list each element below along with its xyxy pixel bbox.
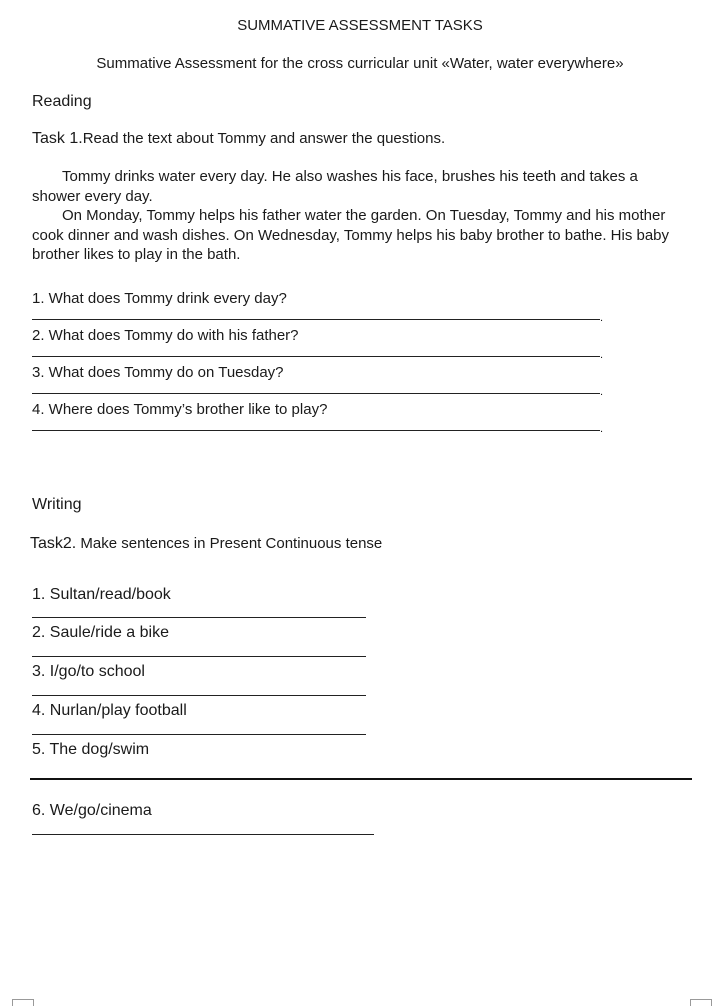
page-subtitle: Summative Assessment for the cross curricular unit «Water, water everywhere» xyxy=(96,55,624,72)
sentence-line-2[interactable] xyxy=(32,656,366,657)
task-2-label: Task2. xyxy=(30,535,77,552)
sentence-line-1[interactable] xyxy=(32,617,366,618)
answer-line-2-end: . xyxy=(600,349,604,361)
sentence-line-5[interactable] xyxy=(30,778,692,780)
answer-line-2[interactable] xyxy=(32,356,600,357)
prompt-1: 1. Sultan/read/book xyxy=(32,586,171,603)
reading-paragraph-1: Tommy drinks water every day. He also washes his face, brushes his teeth and takes a shower every day. xyxy=(32,168,638,205)
page-corner-mark-left xyxy=(12,999,34,1006)
prompt-4: 4. Nurlan/play football xyxy=(32,702,187,719)
question-4: 4. Where does Tommy’s brother like to play? xyxy=(32,401,328,418)
page-title: SUMMATIVE ASSESSMENT TASKS xyxy=(237,17,483,34)
answer-line-1-end: . xyxy=(600,312,604,324)
page-corner-mark-right xyxy=(690,999,712,1006)
prompt-3: 3. I/go/to school xyxy=(32,663,145,680)
task-1-label: Task 1. xyxy=(32,130,83,147)
task-2-instruction xyxy=(30,534,382,553)
prompt-2: 2. Saule/ride a bike xyxy=(32,624,169,641)
sentence-line-4[interactable] xyxy=(32,734,366,735)
task-1-instruction xyxy=(32,129,445,148)
answer-line-4[interactable] xyxy=(32,430,600,431)
answer-line-4-end: . xyxy=(600,423,604,435)
task-1-text: Read the text about Tommy and answer the questions. xyxy=(82,130,446,147)
reading-paragraph-2: On Monday, Tommy helps his father water the garden. On Tuesday, Tommy and his mother cook dinner and wash dishes. On Wednesday, Tommy helps his baby brother to bathe. His baby brother likes to play in the bath. xyxy=(32,207,670,263)
task-2-text: Make sentences in Present Continuous tense xyxy=(76,535,383,552)
writing-heading: Writing xyxy=(32,496,82,513)
reading-heading: Reading xyxy=(32,93,92,110)
answer-line-3[interactable] xyxy=(32,393,600,394)
prompt-6: 6. We/go/cinema xyxy=(32,802,152,819)
question-1: 1. What does Tommy drink every day? xyxy=(32,290,287,307)
sentence-line-3[interactable] xyxy=(32,695,366,696)
prompt-5: 5. The dog/swim xyxy=(32,741,150,758)
question-3: 3. What does Tommy do on Tuesday? xyxy=(32,364,284,381)
answer-line-1[interactable] xyxy=(32,319,600,320)
answer-line-3-end: . xyxy=(600,386,604,398)
sentence-line-6[interactable] xyxy=(32,834,374,835)
question-2: 2. What does Tommy do with his father? xyxy=(32,327,299,344)
